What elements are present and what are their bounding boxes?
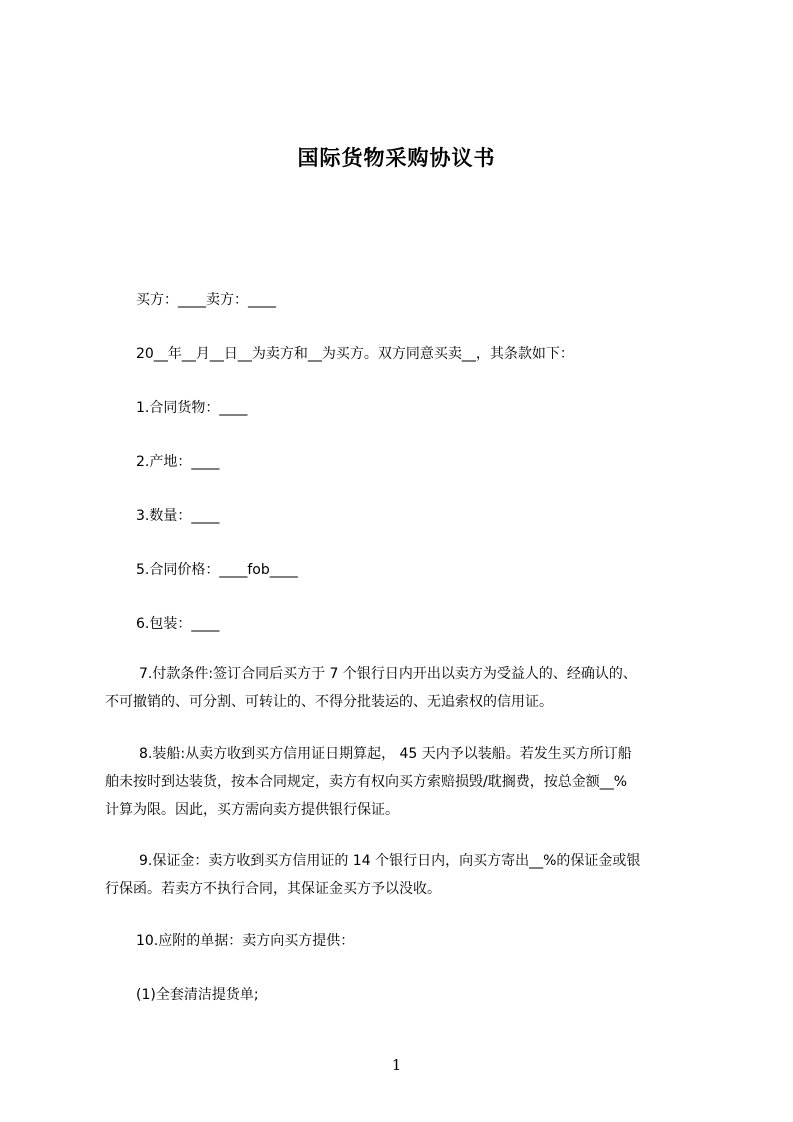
clause-5-contract-price: 5.合同价格：____fob____ [136, 562, 298, 578]
clause-6-packing: 6.包装：____ [136, 616, 220, 632]
clause-9-line-1: 9.保证金：卖方收到买方信用证的 14 个银行日内，向买方寄出__%的保证金或银 [139, 853, 641, 869]
clause-7-line-2: 不可撤销的、可分割、可转让的、不得分批装运的、无追索权的信用证。 [105, 694, 553, 710]
document-title: 国际货物采购协议书 [297, 146, 496, 170]
page-number: 1 [391, 1056, 402, 1074]
clause-8-line-1: 8.装船:从卖方收到买方信用证日期算起， 45 天内予以装船。若发生买方所订船 [139, 746, 632, 762]
clause-10-item-1: (1)全套清洁提货单; [136, 987, 259, 1003]
clause-7-payment-terms [0, 664, 637, 712]
clause-9-line-2: 行保函。若卖方不执行合同，其保证金买方予以没收。 [105, 881, 441, 897]
clause-10-documents: 10.应附的单据：卖方向买方提供： [136, 933, 355, 949]
clause-8-shipment [0, 744, 632, 820]
clause-9-deposit [0, 851, 640, 899]
clause-8-line-3: 计算为限。因此，买方需向卖方提供银行保证。 [105, 802, 399, 818]
clause-3-quantity: 3.数量：____ [136, 508, 220, 524]
clause-7-line-1: 7.付款条件:签订合同后买方于 7 个银行日内开出以卖方为受益人的、经确认的、 [139, 666, 637, 682]
clause-8-line-2: 舶未按时到达装货，按本合同规定，卖方有权向买方索赔损毁/耽搁费，按总金额__% [105, 774, 628, 790]
clause-1-contract-goods: 1.合同货物：____ [136, 400, 248, 416]
intro-line: 20__年__月__日__为卖方和__为买方。双方同意买卖__，其条款如下： [136, 346, 574, 362]
parties-line: 买方：____卖方：____ [136, 292, 276, 308]
clause-2-origin: 2.产地：____ [136, 454, 220, 470]
